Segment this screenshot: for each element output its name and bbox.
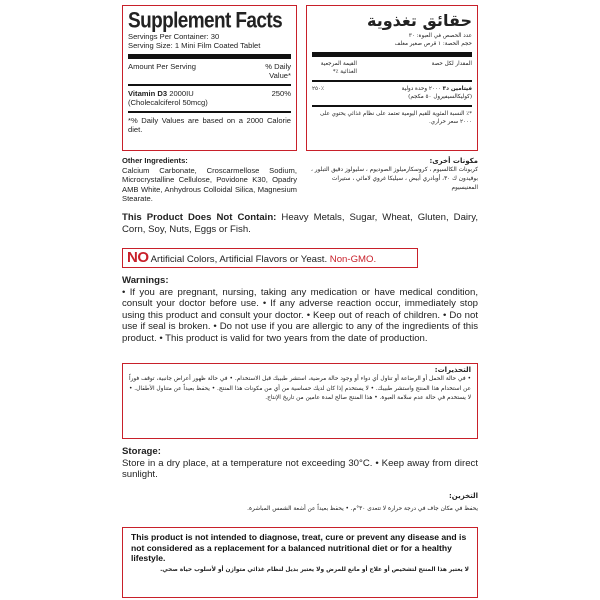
- warnings-section: [122, 275, 478, 345]
- nutrient-detail: (Cholecalciferol 50mcg): [128, 98, 208, 107]
- storage-section-ar: [122, 490, 478, 516]
- serving-size-ar: حجم الحصة: ١ قرص صغير مغلف: [394, 41, 472, 47]
- nutrient-amount-ar: ٢٠٠٠ وحدة دولية: [401, 86, 441, 92]
- nutrition-facts-title-ar: حقائق تغذوية: [367, 11, 472, 30]
- storage-heading-ar: التخزين:: [448, 492, 478, 500]
- daily-value-header: % Daily Value*: [265, 62, 291, 80]
- other-ingredients-heading-ar: مكونات أخرى:: [429, 157, 478, 165]
- other-ingredients: [122, 156, 297, 204]
- divider: [312, 52, 472, 57]
- divider: [128, 54, 291, 59]
- divider: [128, 84, 291, 86]
- daily-value-footnote-ar: *٪ النسبة المئوية للقيم اليومية تعتمد على نظام غذائي يحتوي على ٢٠٠٠ سعر حراري.: [319, 111, 472, 125]
- warnings-text: • If you are pregnant, nursing, taking any medication or have medical condition, consult your doctor before use. • If any adverse reaction occur, immediately stop using this product and consult your doctor. • Keep out of reach of children. • Do not use if seal is broken. • Do not use if you are allergic to any of the ingredients of this product. • This product is valid for two years from the date of production.: [122, 286, 478, 344]
- warnings-heading-ar: التحذيرات:: [434, 366, 471, 374]
- nutrient-name: Vitamin D3: [128, 89, 168, 98]
- other-ingredients-heading: Other Ingredients:: [122, 156, 188, 165]
- daily-value-footnote: *% Daily Values are based on a 2000 Calorie diet.: [128, 116, 291, 134]
- servings-per-container-ar: عدد الحصص في العبوة: ٣٠: [408, 33, 472, 39]
- nutrition-facts-panel-ar: [306, 5, 478, 151]
- storage-heading: Storage:: [122, 446, 161, 457]
- divider: [312, 80, 472, 82]
- nutrient-name-ar: فيتامين د٣: [442, 86, 472, 92]
- other-ingredients-text-ar: كربونات الكالسيوم ، كروسكارميلوز الصوديوم ، سليولوز دقيق التبلور ، بوفيدون ك ٣٠، أوبادري أبيض ، سيليكا غروي لامائي ، ستيرات المغنيسيوم: [311, 167, 478, 191]
- other-ingredients-text: Calcium Carbonate, Croscarmellose Sodium, Microcrystalline Cellulose, Povidone K30, Opadry AMB White, Anhydrous Colloidal Silica, Magnesium Stearate.: [122, 165, 297, 203]
- storage-text: Store in a dry place, at a temperature not exceeding 30°C. • Keep away from direct sunlight.: [122, 457, 478, 481]
- divider: [312, 105, 472, 107]
- nutrient-dv-ar: ٪٢٥٠: [312, 86, 325, 92]
- warnings-box-ar: [122, 363, 478, 439]
- no-label: NO: [127, 249, 149, 266]
- does-not-contain: [122, 212, 478, 235]
- divider: [128, 111, 291, 113]
- nutrient-detail-ar: (كوليكالسيفيرول ٥٠ مكجم): [408, 94, 472, 100]
- warnings-text-ar: • في حالة الحمل أو الرضاعة أو تناول أي دواء أو وجود حالة مرضية، استشر طبيبك قبل الاستخدام. • في حالة ظهور أعراض جانبية، توقف فوراً عن استخدام هذا المنتج واستشر طبيبك. • لا يستخدم إذا كان لديك حساسية من أي من مكونات هذا المنتج. • يحفظ بعيداً عن متناول الأطفال. • لا يستخدم في حالة عدم سلامة العبوة. • هذا المنتج صالح لمدة عامين من تاريخ الإنتاج.: [129, 376, 471, 402]
- servings-per-container: Servings Per Container: 30: [128, 32, 220, 41]
- nutrient-dv: 250%: [271, 89, 291, 98]
- disclaimer-text: This product is not intended to diagnose, treat, cure or prevent any disease and is not considered as a replacement for a balanced nutritional diet or for a healthy lifestyle.: [131, 532, 467, 563]
- storage-text-ar: يحفظ في مكان جاف في درجة حرارة لا تتعدى ٣٠°م. • يحفظ بعيداً عن أشعة الشمس المباشرة.: [247, 506, 478, 512]
- does-not-contain-text: Heavy Metals, Sugar, Wheat, Gluten, Dairy, Corn, Soy, Nuts, Eggs or Fish.: [122, 212, 478, 235]
- nutrient-amount: 2000IU: [169, 89, 194, 98]
- storage-section: [122, 446, 478, 481]
- serving-size: Serving Size: 1 Mini Film Coated Tablet: [128, 41, 261, 50]
- amount-per-serving-label-ar: المقدار لكل حصة: [431, 61, 472, 67]
- disclaimer-text-ar: لا يعتبر هذا المنتج لتشخيص أو علاج أو مانع للمرض ولا يعتبر بديل لنظام غذائي متوازن أو لأسلوب حياة صحي.: [160, 566, 469, 573]
- supplement-facts-title: Supplement Facts: [128, 8, 283, 33]
- no-artificial-box: [122, 248, 418, 268]
- no-artificial-text: Artificial Colors, Artificial Flavors or Yeast.: [148, 254, 330, 265]
- disclaimer-box: [122, 527, 478, 598]
- does-not-contain-heading: This Product Does Not Contain:: [122, 212, 277, 223]
- warnings-heading: Warnings:: [122, 275, 169, 286]
- amount-per-serving-label: Amount Per Serving: [128, 62, 196, 71]
- supplement-facts-panel: [122, 5, 297, 151]
- other-ingredients-ar: [306, 157, 478, 193]
- non-gmo-label: Non-GMO.: [329, 254, 377, 265]
- daily-value-header-ar: القيمة المرجعية الغذائية ٪*: [320, 61, 357, 75]
